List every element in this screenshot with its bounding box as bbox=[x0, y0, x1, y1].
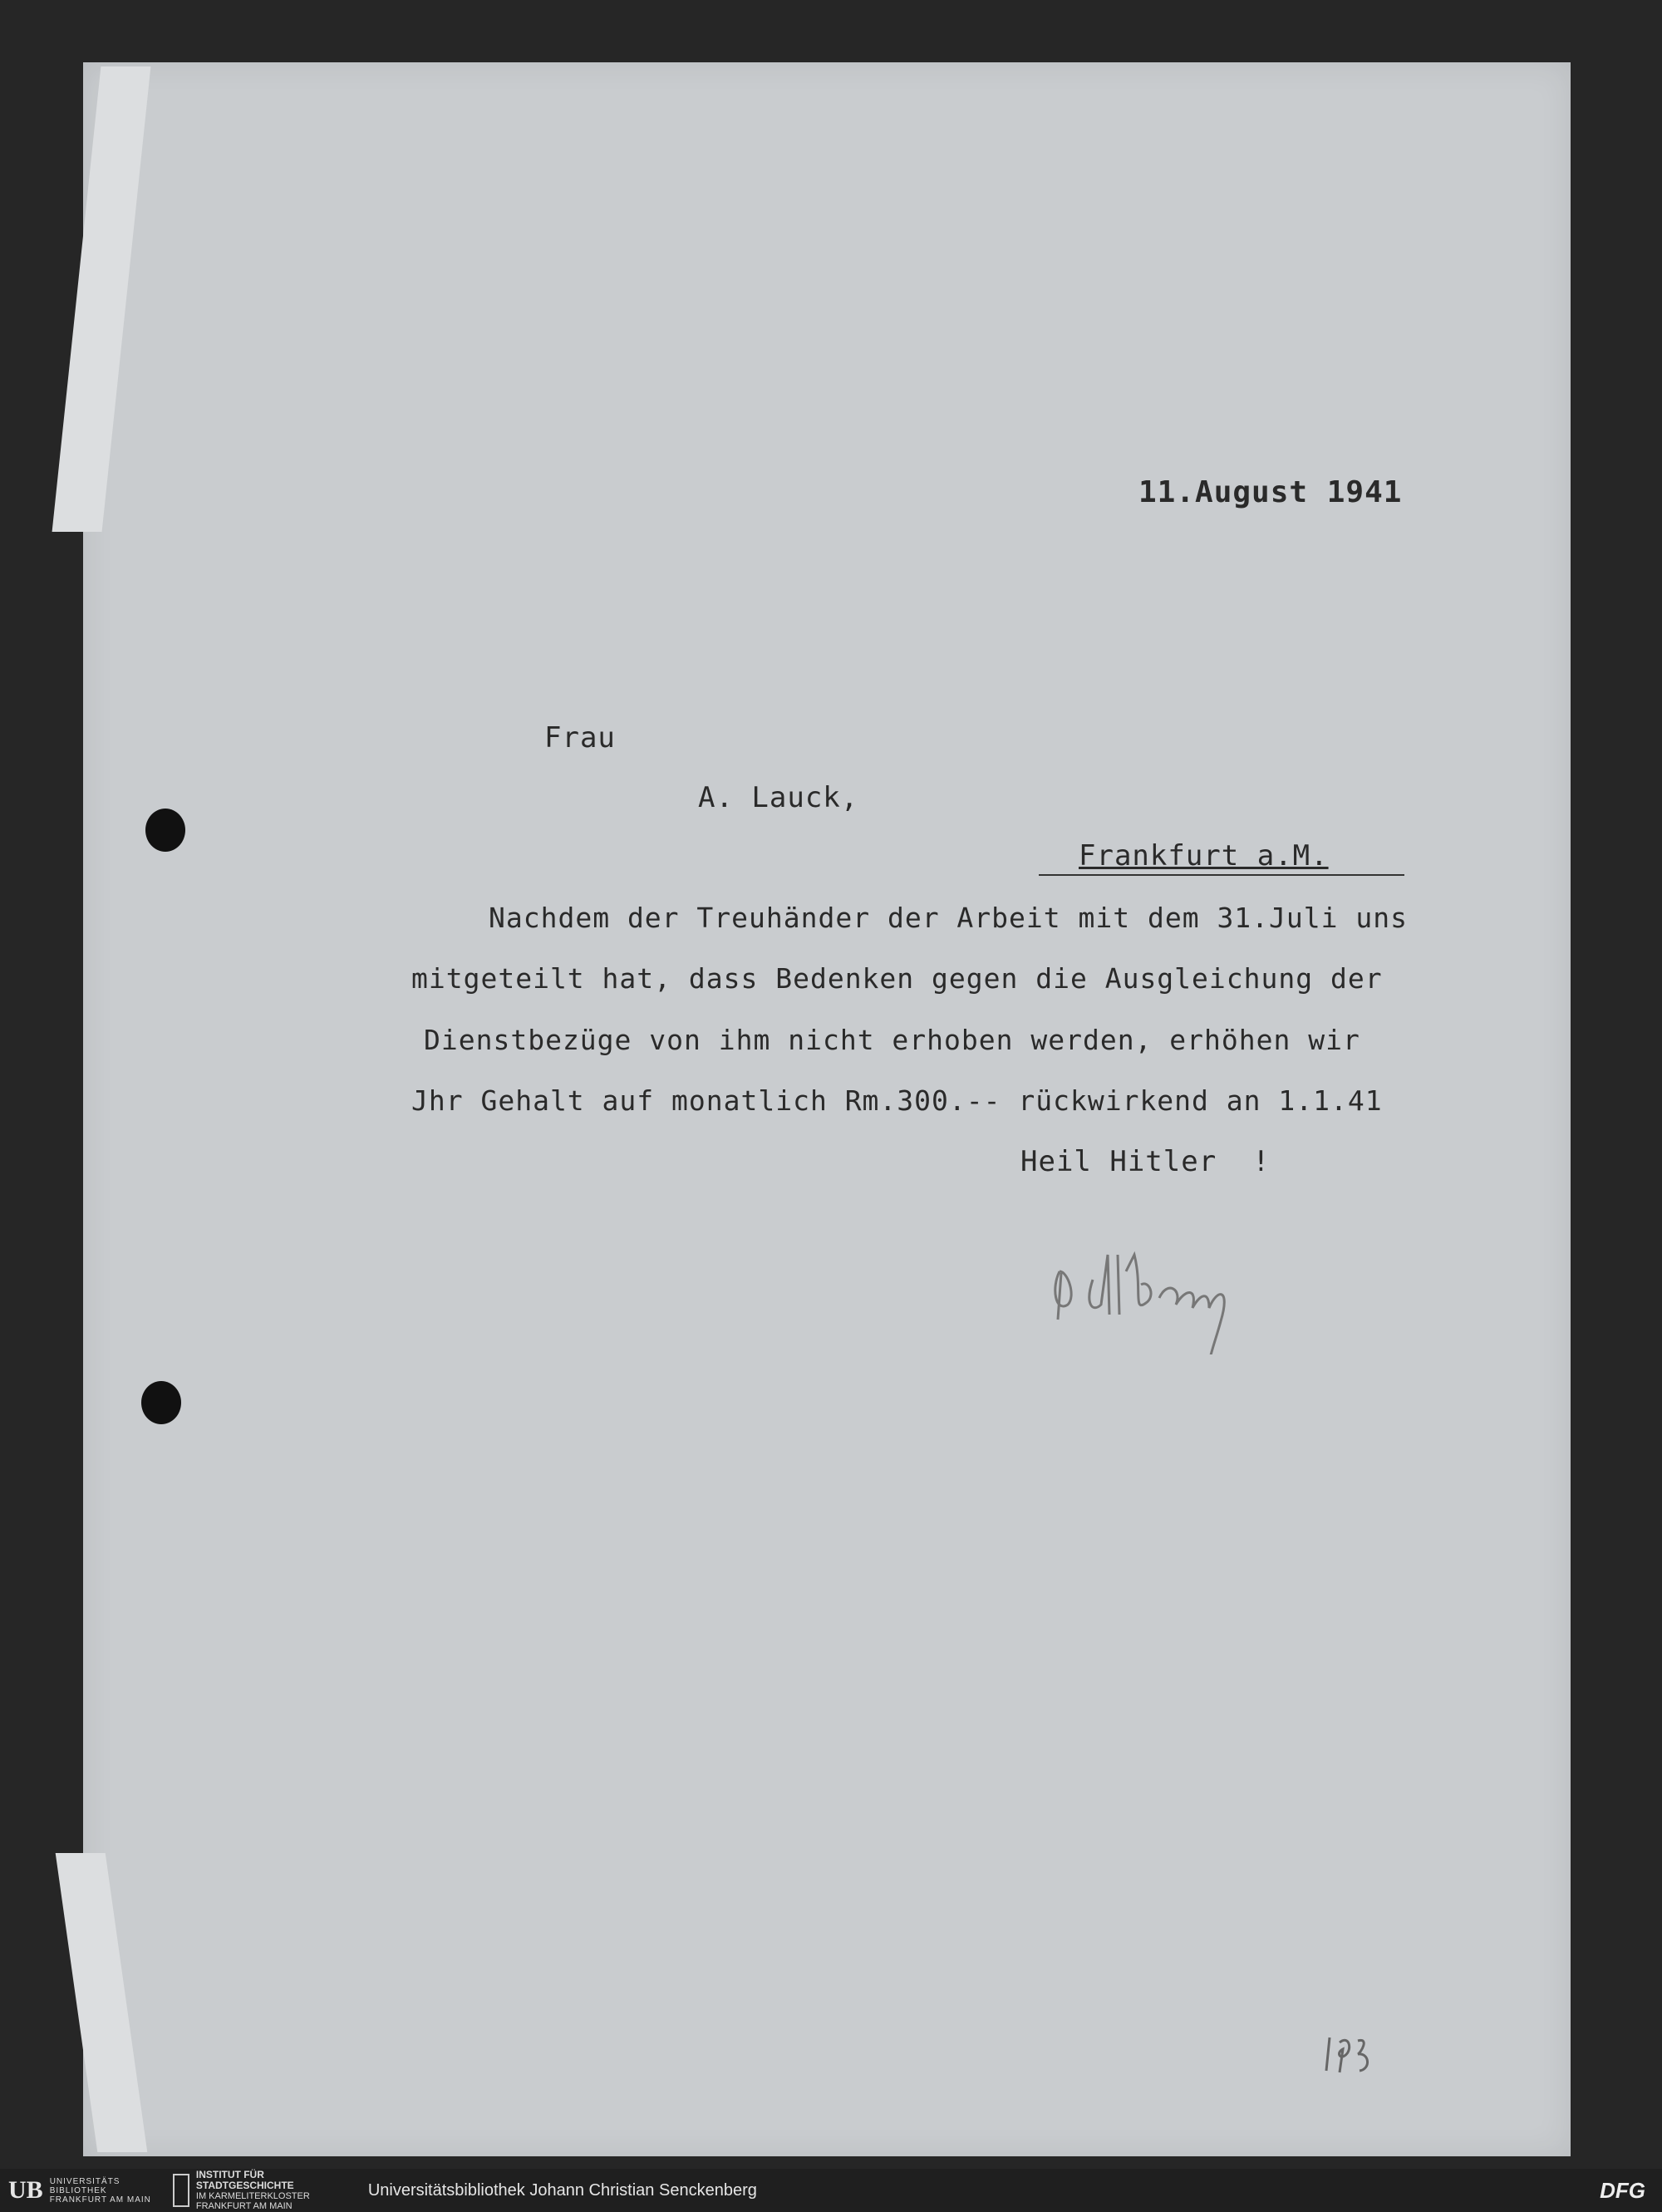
body-line-2: mitgeteilt hat, dass Bedenken gegen die Ausgleichung der bbox=[411, 962, 1383, 995]
institut-logo bbox=[173, 2170, 310, 2211]
letter-date: 11.August 1941 bbox=[1138, 475, 1403, 509]
archive-footer-bar bbox=[0, 2169, 1662, 2212]
ub-mark: UB bbox=[8, 2176, 43, 2204]
letter-closing: Heil Hitler ! bbox=[1020, 1145, 1271, 1178]
ub-text-line-1: UNIVERSITÄTS bbox=[49, 2176, 120, 2186]
institut-logo-icon bbox=[173, 2174, 189, 2207]
city-underline bbox=[1039, 874, 1404, 876]
body-line-1: Nachdem der Treuhänder der Arbeit mit dem 31.Juli uns bbox=[489, 902, 1408, 934]
inst-text-line-3: IM KARMELITERKLOSTER bbox=[195, 2191, 310, 2201]
ub-logo bbox=[8, 2176, 151, 2205]
inst-text-line-2: STADTGESCHICHTE bbox=[195, 2180, 294, 2191]
letter-recipient: A. Lauck, bbox=[698, 781, 859, 814]
punch-hole-top bbox=[145, 809, 185, 852]
ub-text-line-2: BIBLIOTHEK bbox=[49, 2185, 107, 2195]
punch-hole-bottom bbox=[141, 1381, 181, 1424]
handwritten-page-number bbox=[1321, 2028, 1388, 2077]
dfg-logo: DFG bbox=[1600, 2177, 1645, 2203]
institut-text bbox=[196, 2170, 310, 2211]
letter-city: Frankfurt a.M. bbox=[1079, 839, 1329, 873]
body-line-3: Dienstbezüge von ihm nicht erhoben werden, erhöhen wir bbox=[424, 1024, 1360, 1056]
ub-text bbox=[50, 2177, 151, 2205]
footer-title: Universitätsbibliothek Johann Christian Senckenberg bbox=[367, 2180, 757, 2200]
inst-text-line-4: FRANKFURT AM MAIN bbox=[195, 2201, 293, 2211]
inst-text-line-1: INSTITUT FÜR bbox=[195, 2169, 264, 2180]
letter-salutation: Frau bbox=[544, 721, 616, 755]
body-line-4: Jhr Gehalt auf monatlich Rm.300.-- rückwirkend an 1.1.41 bbox=[411, 1084, 1383, 1117]
handwritten-signature bbox=[1043, 1222, 1259, 1354]
ub-text-line-3: FRANKFURT AM MAIN bbox=[49, 2195, 151, 2205]
